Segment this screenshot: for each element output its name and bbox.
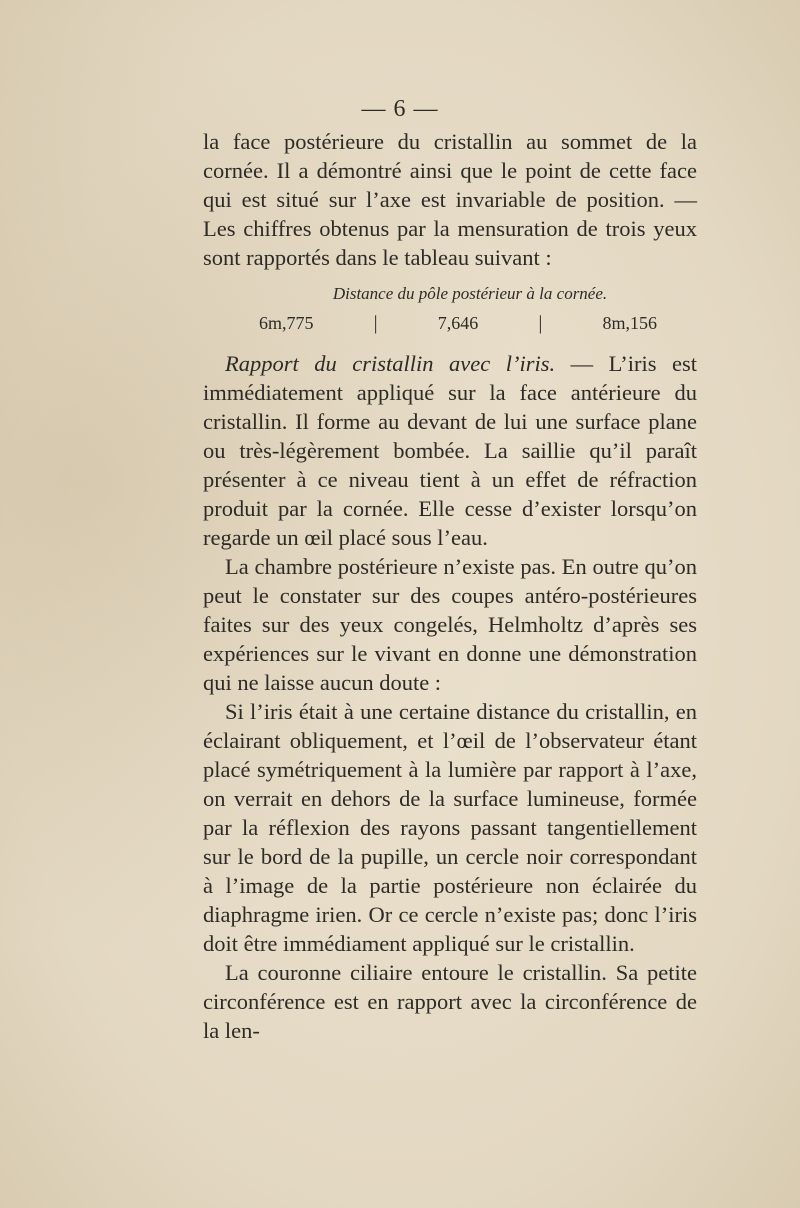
section-heading: Rapport du cristallin avec l’iris. xyxy=(225,351,556,376)
table-caption: Distance du pôle postérieur à la cornée. xyxy=(332,284,608,303)
table-value: 8m,156 xyxy=(602,313,657,333)
paragraph: La couronne ciliaire entoure le cristallin. Sa petite circonférence est en rapport avec la circonférence de la len- xyxy=(203,960,697,1043)
table-separator: | xyxy=(538,312,543,334)
table-value: 7,646 xyxy=(437,313,479,333)
paragraph: Si l’iris était à une certaine distance du cristallin, en éclairant obliquement, et l’œil de l’observateur étant placé symétriquement à la lumière par rapport à l’axe, on verrait en dehors de la surface lumineuse, formée par la réflexion des rayons passant tangentiellement sur le bord de la pupille, un cercle noir correspondant à l’image de la partie postérieure non éclairée du diaphragme irien. Or ce cercle n’existe pas; donc l’iris doit être immédiament appliqué sur le cristallin. xyxy=(203,699,697,956)
page-number: — 6 — xyxy=(361,96,439,122)
section-paragraph xyxy=(203,349,697,552)
paragraph-continued: la face postérieure du cristallin au sommet de la cornée. Il a démontré ainsi que le point de cette face qui est situé sur l’axe est invariable de position. — Les chiffres obtenus par la mensuration de trois yeux sont rapportés dans le tableau suivant : xyxy=(203,129,697,270)
section-text: — L’iris est immédiatement appliqué sur la face antérieure du cristallin. Il forme au devant de lui une surface plane ou très-légèrement bombée. La saillie qu’il paraît présenter à ce niveau tient à un effet de réfraction produit par la cornée. Elle cesse d’exister lorsqu’on regarde un œil placé sous l’eau. xyxy=(203,351,697,550)
paragraph: La chambre postérieure n’existe pas. En outre qu’on peut le constater sur des coupes antéro-postérieures faites sur des yeux congelés, Helmholtz d’après ses expériences sur le vivant en donne une démonstration qui ne laisse aucun doute : xyxy=(203,554,697,695)
table-value: 6m,775 xyxy=(259,313,314,333)
table-separator: | xyxy=(373,312,378,334)
measurement-table xyxy=(203,311,697,335)
body-text xyxy=(203,127,697,1045)
